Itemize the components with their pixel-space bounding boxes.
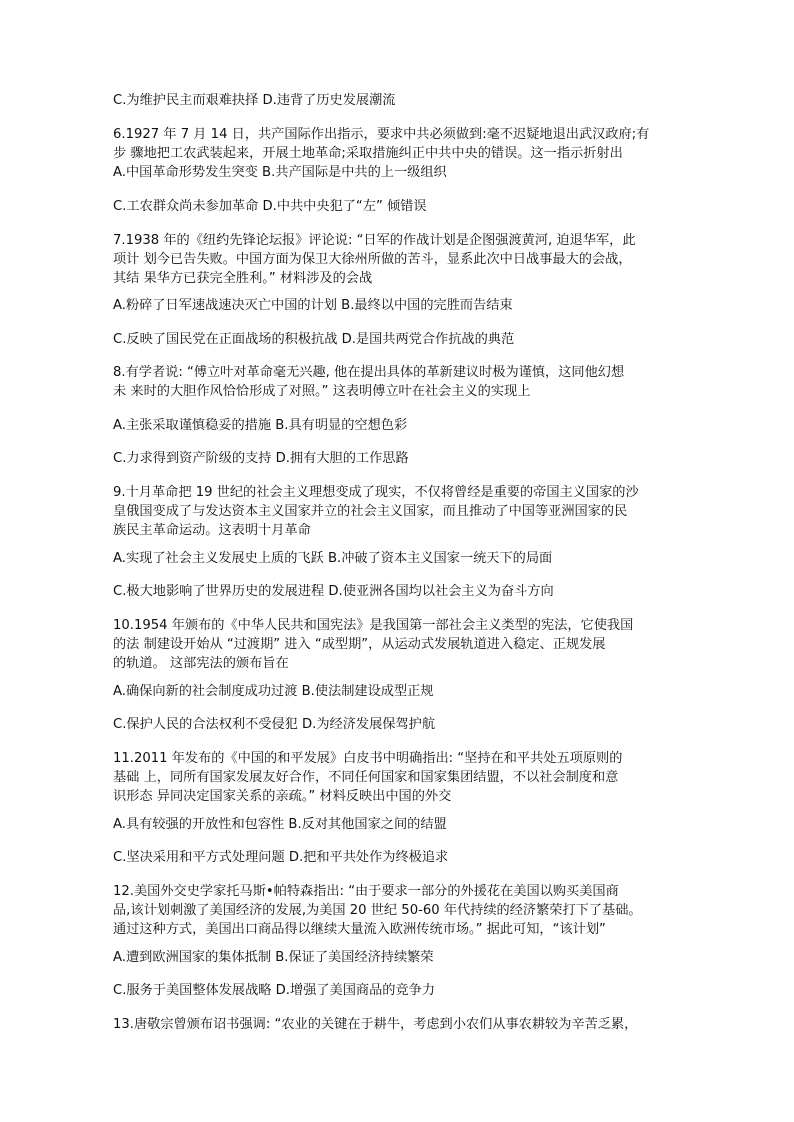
text-line: 族民主革命运动。这表明十月革命 [113,523,311,538]
option-line: A.实现了社会主义发展史上质的飞跃 B.冲破了资本主义国家一统天下的局面 [113,551,553,566]
text-line: 步 骤地把工农武装起来，开展土地革命;采取措施纠正中共中央的错误。这一指示折射出 [113,146,623,161]
text-line: 通过这种方式，美国出口商品得以继续大量流入欧洲传统市场。” 据此可知，“该计划” [113,922,606,937]
option-line: A.主张采取谨慎稳妥的措施 B.具有明显的空想色彩 [113,418,408,433]
option-line: A.确保向新的社会制度成功过渡 B.使法制建设成型正规 [113,684,434,699]
text-line: 其结 果华方已获完全胜利。” 材料涉及的会战 [113,271,373,286]
text-line: C.为维护民主而艰难抉择 D.违背了历史发展潮流 [113,93,396,108]
text-line: 项计 划今已告失败。中国方面为保卫大徐州所做的苦斗，显系此次中日战事最大的会战， [113,252,632,267]
text-line: 未 来时的大胆作风恰恰形成了对照。” 这表明傅立叶在社会主义的实现上 [113,384,531,399]
option-line: A.遭到欧洲国家的集体抵制 B.保证了美国经济持续繁荣 [113,950,434,965]
option-line: C.保护人民的合法权利不受侵犯 D.为经济发展保驾护航 [113,717,436,732]
text-line: 皇俄国变成了与发达资本主义国家并立的社会主义国家，而且推动了中国等亚洲国家的民 [113,504,628,519]
option-line: C.服务于美国整体发展战略 D.增强了美国商品的竞争力 [113,983,436,998]
text-line: 的轨道。 这部宪法的颁布旨在 [113,656,289,671]
question-line: 7.1938 年的《纽约先锋论坛报》评论说: “日军的作战计划是企图强渡黄河, 迫退华军，此 [113,233,636,248]
question-line: 12.美国外交史学家托马斯•帕特森指出: “由于要求一部分的外援花在美国以购买美国商 [113,884,619,899]
text-line: 的法 制建设开始从 “过渡期” 进入 “成型期”，从运动式发展轨道进入稳定、正规发展 [113,637,606,652]
question-line: 8.有学者说: “傅立叶对革命毫无兴趣, 他在提出具体的革新建议时极为谨慎，这同他幻想 [113,365,625,380]
option-line: C.工农群众尚未参加革命 D.中共中央犯了“左” 倾错误 [113,199,427,214]
question-line: 11.2011 年发布的《中国的和平发展》白皮书中明确指出: “坚持在和平共处五项原则的 [113,751,623,766]
text-line: 识形态 异同决定国家关系的亲疏。” 材料反映出中国的外交 [113,789,452,804]
question-line: 13.唐敬宗曾颁布诏书强调: “农业的关键在于耕牛，考虑到小农们从事农耕较为辛苦乏累， [113,1017,638,1032]
option-line: C.力求得到资产阶级的支持 D.拥有大胆的工作思路 [113,451,409,466]
question-line: 10.1954 年颁布的《中华人民共和国宪法》是我国第一部社会主义类型的宪法，它使我国 [113,618,634,633]
option-line: C.坚决采用和平方式处理问题 D.把和平共处作为终极追求 [113,850,449,865]
question-line: 6.1927 年 7 月 14 日，共产国际作出指示，要求中共必须做到:毫不迟疑地退出武汉政府;有 [113,127,650,142]
option-line: C.极大地影响了世界历史的发展进程 D.使亚洲各国均以社会主义为奋斗方向 [113,584,554,599]
text-line: 基础 上，同所有国家发展友好合作，不同任何国家和国家集团结盟，不以社会制度和意 [113,770,619,785]
option-line: A.具有较强的开放性和包容性 B.反对其他国家之间的结盟 [113,817,447,832]
option-line: C.反映了国民党在正面战场的积极抗战 D.是国共两党合作抗战的典范 [113,332,515,347]
option-line: A.中国革命形势发生突变 B.共产国际是中共的上一级组织 [113,165,447,180]
question-line: 9.十月革命把 19 世纪的社会主义理想变成了现实，不仅将曾经是重要的帝国主义国家的沙 [113,485,639,500]
option-line: A.粉碎了日军速战速决灭亡中国的计划 B.最终以中国的完胜而告结束 [113,298,513,313]
text-line: 品,该计划刺激了美国经济的发展,为美国 20 世纪 50-60 年代持续的经济繁荣打下了基础。 [113,903,642,918]
